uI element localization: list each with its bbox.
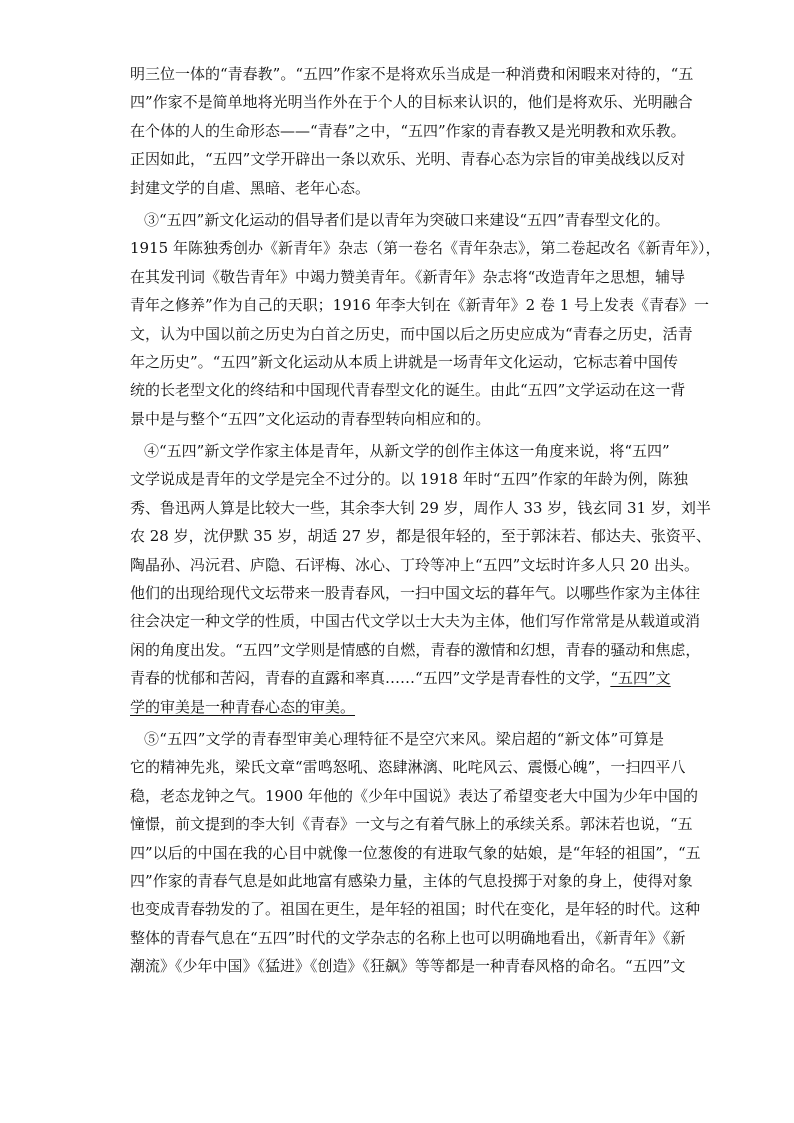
text-line: 憧憬，前文提到的李大钊《青春》一文与之有着气脉上的承续关系。郭沫若也说，“五 bbox=[130, 815, 693, 834]
text-line: 景中是与整个“五四”文化运动的青春型转向相应和的。 bbox=[130, 409, 491, 428]
text-line: 1915 年陈独秀创办《新青年》杂志（第一卷名《青年杂志》，第二卷起改名《新青年》）， bbox=[130, 239, 721, 258]
article-body bbox=[130, 60, 721, 985]
text-line: 整体的青春气息在“五四”时代的文学杂志的名称上也可以明确地看出，《新青年》《新 bbox=[130, 928, 686, 947]
text-line: 明三位一体的“青春教”。“五四”作家不是将欢乐当成是一种消费和闲暇来对待的，“五 bbox=[130, 65, 694, 83]
text-line: 它的精神先兆，梁氏文章“雷鸣怒吼、恣肆淋漓、叱咤风云、震慑心魄”，一扫四平八 bbox=[130, 758, 686, 777]
text-line: ④“五四”新文学作家主体是青年，从新文学的创作主体这一角度来说，将“五四” bbox=[144, 442, 670, 461]
text-line: 也变成青春勃发的了。祖国在更生，是年轻的祖国；时代在变化，是年轻的时代。这种 bbox=[130, 900, 701, 919]
text-line: ⑤“五四”文学的青春型审美心理特征不是空穴来风。梁启超的“新文体”可算是 bbox=[144, 729, 664, 748]
text-line: 往会决定一种文学的性质，中国古代文学以士大夫为主体，他们写作常常是从载道或消 bbox=[130, 612, 701, 631]
paragraph-continued bbox=[130, 60, 694, 202]
text-line: 四”以后的中国在我的心目中就像一位葱俊的有进取气象的姑娘，是“年轻的祖国”，“五 bbox=[130, 843, 701, 862]
text-line: 秀、鲁迅两人算是比较大一些，其余李大钊 29 岁，周作人 33 岁，钱玄同 31 岁，刘半 bbox=[130, 498, 711, 517]
paragraph-5 bbox=[130, 725, 701, 981]
text-line-plain: 青春的忧郁和苦闷，青春的直露和率真……“五四”文学是青春性的文学， bbox=[130, 669, 611, 688]
text-line: 封建文学的自虐、黑暗、老年心态。 bbox=[130, 178, 371, 197]
text-line: 闲的角度出发。“五四”文学则是情感的自燃，青春的激情和幻想，青春的骚动和焦虑， bbox=[130, 640, 701, 659]
text-line: 陶晶孙、冯沅君、庐隐、石评梅、冰心、丁玲等冲上“五四”文坛时许多人只 20 出头。 bbox=[130, 555, 699, 574]
text-line: 他们的出现给现代文坛带来一股青春风，一扫中国文坛的暮年气。以哪些作家为主体往 bbox=[130, 584, 701, 603]
text-line: 农 28 岁，沈伊默 35 岁，胡适 27 岁，都是很年轻的，至于郭沫若、郁达夫、张资平、 bbox=[130, 527, 711, 546]
text-line: 文学说成是青年的文学是完全不过分的。以 1918 年时“五四”作家的年龄为例，陈独 bbox=[130, 470, 689, 489]
text-line: 潮流》《少年中国》《猛进》《创造》《狂飙》等等都是一种青春风格的命名。“五四”文 bbox=[130, 957, 686, 976]
text-line: 在其发刊词《敬告青年》中竭力赞美青年。《新青年》杂志将“改造青年之思想，辅导 bbox=[130, 267, 686, 286]
text-line: ③“五四”新文化运动的倡导者们是以青年为突破口来建设“五四”青春型文化的。 bbox=[144, 210, 670, 229]
text-line: 统的长老型文化的终结和中国现代青春型文化的诞生。由此“五四”文学运动在这一背 bbox=[130, 381, 686, 400]
text-line: 稳，老态龙钟之气。1900 年他的《少年中国说》表达了希望变老大中国为少年中国的 bbox=[130, 786, 698, 805]
underlined-text: “五四”文 bbox=[610, 669, 671, 688]
text-line: 正因如此，“五四”文学开辟出一条以欢乐、光明、青春心态为宗旨的审美战线以反对 bbox=[130, 150, 686, 169]
text-line: 四”作家不是简单地将光明当作外在于个人的目标来认识的，他们是将欢乐、光明融合 bbox=[130, 93, 693, 112]
text-line: 在个体的人的生命形态——“青春”之中，“五四”作家的青春教又是光明教和欢乐教。 bbox=[130, 121, 686, 140]
text-line: 青年之修养”作为自己的天职；1916 年李大钊在《新青年》2 卷 1 号上发表《青春》一 bbox=[130, 296, 710, 315]
text-line: 文，认为中国以前之历史为白首之历史，而中国以后之历史应成为“青春之历史，活青 bbox=[130, 324, 693, 343]
text-line: 四”作家的青春气息是如此地富有感染力量，主体的气息投掷于对象的身上，使得对象 bbox=[130, 871, 693, 890]
paragraph-4 bbox=[130, 437, 711, 721]
text-line bbox=[130, 664, 671, 692]
underlined-text-line: 学的审美是一种青春心态的审美。 bbox=[130, 697, 356, 716]
text-line: 年之历史”。“五四”新文化运动从本质上讲就是一场青年文化运动，它标志着中国传 bbox=[130, 352, 679, 371]
paragraph-3 bbox=[130, 206, 721, 433]
